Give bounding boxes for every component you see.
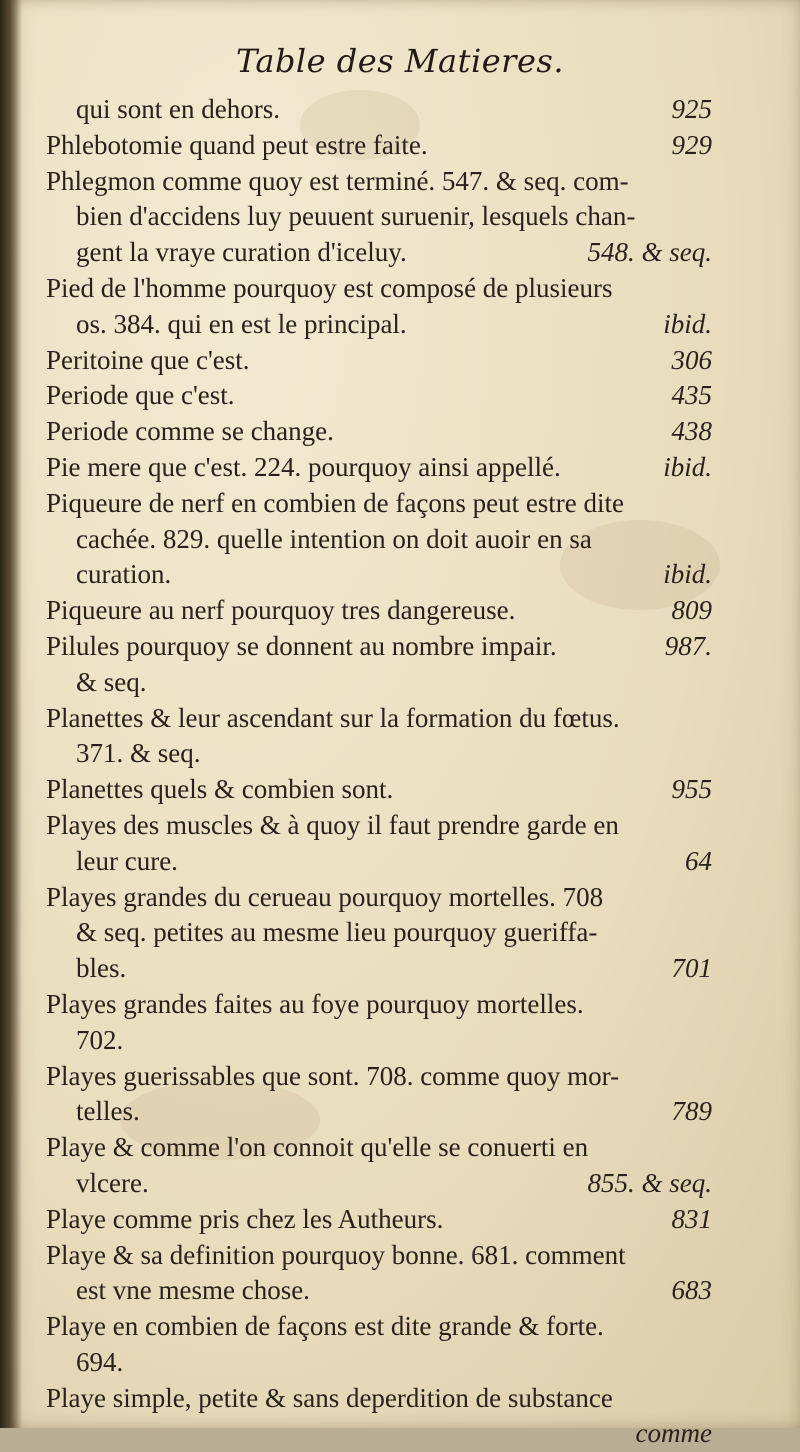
index-line	[46, 880, 712, 916]
index-entry-text: vlcere.	[76, 1167, 149, 1198]
index-entry-text: qui sont en dehors.	[76, 94, 280, 124]
index-line	[46, 1309, 712, 1345]
page-header: Table des Matieres.	[236, 42, 564, 80]
index-line	[46, 235, 712, 271]
index-entry-text: Periode que c'est.	[46, 380, 235, 411]
index-entry-text: & seq. petites au mesme lieu pourquoy gueriffa-	[76, 917, 598, 948]
index-entry-text: Playe & comme l'on connoit qu'elle se conuerti en	[46, 1132, 589, 1163]
index-entry-text: Piqueure au nerf pourquoy tres dangereuse.	[46, 595, 516, 626]
index-line	[46, 1202, 712, 1238]
index-entry-text: Pie mere que c'est. 224. pourquoy ainsi appellé.	[46, 451, 561, 482]
index-line	[46, 92, 712, 128]
index-entry-text: Periode comme se change.	[46, 416, 334, 447]
index-line	[46, 772, 712, 808]
page-reference: ibid.	[663, 559, 712, 590]
index-entry-text: Planettes quels & combien sont.	[46, 774, 394, 805]
page-reference: 929	[671, 129, 712, 160]
index-line	[46, 271, 712, 307]
index-line	[46, 164, 712, 200]
index-entry-text: telles.	[76, 1096, 140, 1127]
index-line	[46, 1130, 712, 1166]
index-entry-text: bien d'accidens luy peuuent suruenir, lesquels chan-	[76, 201, 636, 232]
index-line	[46, 987, 712, 1023]
index-entry-text: Playes des muscles & à quoy il faut prendre garde en	[46, 809, 619, 840]
index-line	[46, 593, 712, 629]
index-line	[46, 378, 712, 414]
index-entry-text: curation.	[76, 559, 172, 590]
index-line	[46, 629, 712, 665]
index-line	[46, 701, 712, 737]
index-entry-text: Playe simple, petite & sans deperdition de substance	[46, 1382, 613, 1413]
page-reference: 809	[671, 595, 712, 626]
index-line	[46, 665, 712, 701]
index-entry-text: & seq.	[76, 666, 147, 697]
page-reference: 925	[671, 94, 712, 124]
page-reference: ibid.	[663, 308, 712, 339]
index-line	[46, 915, 712, 951]
index-line	[46, 808, 712, 844]
index-entry-text: Phlegmon comme quoy est terminé. 547. & seq. com-	[46, 165, 629, 196]
index-entries	[46, 92, 712, 1452]
index-line	[46, 1273, 712, 1309]
index-entry-text: Playes grandes faites au foye pourquoy mortelles.	[46, 988, 584, 1019]
index-line	[46, 1059, 712, 1095]
index-entry-text: Playe & sa definition pourquoy bonne. 681. comment	[46, 1239, 626, 1270]
index-line	[46, 1023, 712, 1059]
page-reference: 64	[685, 845, 712, 876]
index-line	[46, 557, 712, 593]
index-line	[46, 128, 712, 164]
index-entry-text: leur cure.	[76, 845, 178, 876]
index-line	[46, 414, 712, 450]
index-line	[46, 486, 712, 522]
page-reference: 435	[671, 380, 712, 411]
page-reference: 855. & seq.	[587, 1167, 712, 1198]
page-reference: 548. & seq.	[587, 237, 712, 268]
index-line	[46, 1416, 712, 1452]
page-reference: 683	[671, 1275, 712, 1306]
index-line	[46, 199, 712, 235]
index-line	[46, 951, 712, 987]
index-line	[46, 736, 712, 772]
index-line	[46, 343, 712, 379]
index-entry-text: Pied de l'homme pourquoy est composé de plusieurs	[46, 272, 613, 303]
index-entry-text: 371. & seq.	[76, 738, 201, 769]
page-reference: 955	[671, 774, 712, 805]
index-line	[46, 1381, 712, 1417]
index-line	[46, 307, 712, 343]
index-entry-text: Playe comme pris chez les Autheurs.	[46, 1203, 444, 1234]
index-entry-text: gent la vraye curation d'iceluy.	[76, 237, 407, 268]
page-reference: 438	[671, 416, 712, 447]
book-spine-shadow	[0, 0, 22, 1428]
index-line	[46, 1238, 712, 1274]
index-entry-text: Planettes & leur ascendant sur la formation du fœtus.	[46, 702, 620, 733]
index-entry-text: Playes grandes du cerueau pourquoy mortelles. 708	[46, 881, 604, 912]
index-line	[46, 844, 712, 880]
index-entry-text: cachée. 829. quelle intention on doit auoir en sa	[76, 523, 592, 554]
index-entry-text: bles.	[76, 953, 127, 984]
index-line	[46, 1345, 712, 1381]
index-line	[46, 522, 712, 558]
index-entry-text: Phlebotomie quand peut estre faite.	[46, 129, 428, 160]
page-reference: 789	[671, 1096, 712, 1127]
index-line	[46, 1166, 712, 1202]
page-reference: 701	[671, 953, 712, 984]
index-entry-text: Piqueure de nerf en combien de façons peut estre dite	[46, 487, 625, 518]
index-entry-text: os. 384. qui en est le principal.	[76, 308, 407, 339]
index-entry-text: 702.	[76, 1024, 124, 1055]
page-reference: 987.	[664, 630, 712, 661]
index-entry-text: Peritoine que c'est.	[46, 344, 250, 375]
index-entry-text: 694.	[76, 1346, 124, 1377]
page-reference: 831	[671, 1203, 712, 1234]
index-entry-text: Pilules pourquoy se donnent au nombre impair.	[46, 630, 557, 661]
page-reference: ibid.	[663, 451, 712, 482]
index-entry-text: Playes guerissables que sont. 708. comme quoy mor-	[46, 1060, 620, 1091]
index-line	[46, 450, 712, 486]
page-reference: comme	[635, 1418, 712, 1449]
index-line	[46, 1094, 712, 1130]
index-entry-text: est vne mesme chose.	[76, 1275, 310, 1306]
page-reference: 306	[671, 344, 712, 375]
index-entry-text: Playe en combien de façons est dite grande & forte.	[46, 1311, 604, 1342]
